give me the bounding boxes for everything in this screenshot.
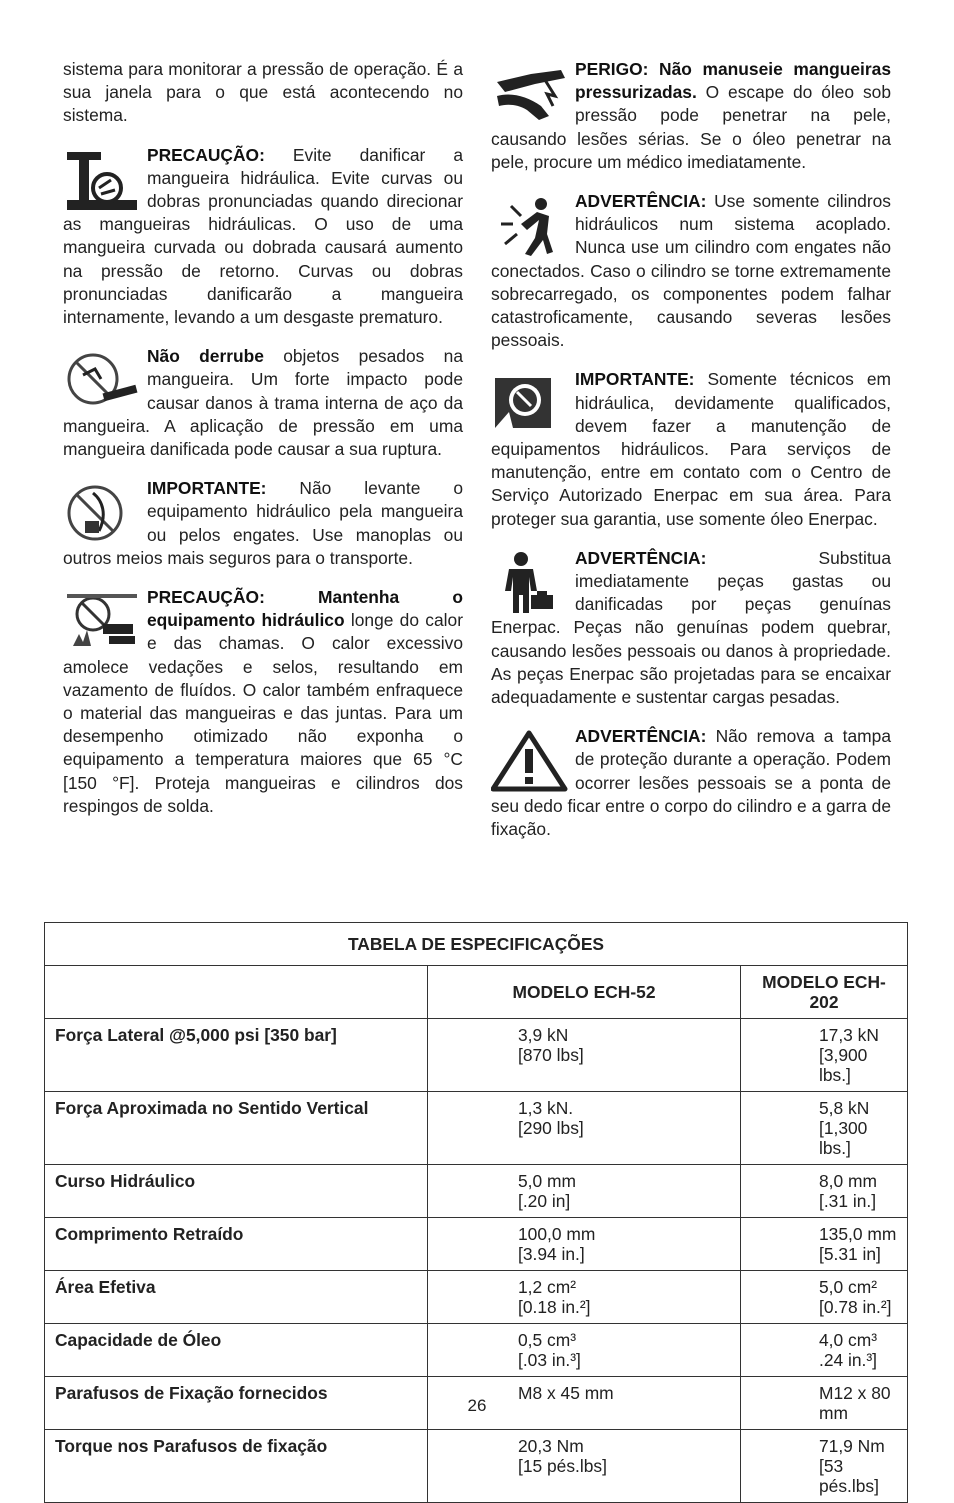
spec-value-model-1-line: 1,2 cm² bbox=[518, 1277, 576, 1297]
danger-paragraph bbox=[491, 58, 891, 174]
warning-text: Use somente cilindros hidráulicos num sistema acoplado. Nunca use um cilindro com engates não conectados. Caso o cilindro se torne extremamente sobrecarregado, os componentes podem falhar catastroficamente, causando severas lesões pessoais. bbox=[491, 191, 891, 351]
spec-value-model-1 bbox=[428, 1271, 741, 1324]
spec-value-model-2 bbox=[741, 1165, 908, 1218]
no-lift-by-hose-icon bbox=[63, 481, 141, 545]
spec-value-model-1-line: [3.94 in.] bbox=[518, 1244, 585, 1264]
spec-value-model-1 bbox=[428, 1324, 741, 1377]
spec-value-model-1-line: 5,0 mm bbox=[518, 1171, 576, 1191]
caution-heat-paragraph bbox=[63, 586, 463, 818]
page-number: 26 bbox=[467, 1396, 487, 1415]
hose-bend-icon bbox=[63, 148, 141, 212]
spec-value-model-2-line: [1,300 lbs.] bbox=[819, 1118, 868, 1158]
spec-label-line: Força Aproximada no Sentido Vertical bbox=[55, 1098, 369, 1118]
caution-heat-text: longe do calor e das chamas. O calor excessivo amolece vedações e selos, resultando em vazamento de fluídos. O calor também enfraquece o material das mangueiras e das juntas. Para um desempenho otimizado não exponha o equipamento a temperatura maiores que 65 °C [150 °F]. Proteja mangueiras e cilindros dos respingos de solda. bbox=[63, 610, 463, 816]
no-drop-text: objetos pesados na mangueira. Um forte impacto pode causar danos à trama interna de aço da mangueira. A aplicação de pressão em uma mangueira danificada pode causar a sua ruptura. bbox=[63, 346, 463, 460]
spec-label bbox=[45, 1324, 428, 1377]
spec-value-model-1-line: [290 lbs] bbox=[518, 1118, 584, 1138]
intro-paragraph: sistema para monitorar a pressão de operação. É a sua janela para o que está acontecendo no sistema. bbox=[63, 59, 463, 126]
spec-value-model-2 bbox=[741, 1218, 908, 1271]
spec-label-line: Comprimento Retraído bbox=[55, 1224, 244, 1244]
spec-label bbox=[45, 1430, 428, 1503]
warning-cylinder-paragraph bbox=[491, 190, 891, 352]
spec-label bbox=[45, 1092, 428, 1165]
caution-heat-label: PRECAUÇÃO: Mantenha o equipamento hidráulico bbox=[147, 587, 463, 631]
spec-value-model-1-line: 20,3 Nm bbox=[518, 1436, 584, 1456]
table-row bbox=[45, 1019, 908, 1092]
spec-label bbox=[45, 1218, 428, 1271]
spec-value-model-2 bbox=[741, 1324, 908, 1377]
table-row bbox=[45, 1324, 908, 1377]
spec-value-model-2 bbox=[741, 1271, 908, 1324]
important-text: Não levante o equipamento hidráulico pela mangueira ou pelos engates. Use manoplas ou outros meios mais seguros para o transporte. bbox=[63, 478, 463, 568]
right-column bbox=[491, 58, 891, 857]
spec-value-model-2-line: M12 x 80 mm bbox=[819, 1383, 891, 1423]
caution-text: Evite danificar a mangueira hidráulica. Evite curvas ou dobras pronunciadas quando direcionar as mangueiras hidráulicas. O uso de uma mangueira curvada ou dobrada causará aumento na pressão de retorno. Curvas ou dobras pronunciadas danificarão a mangueira internamente, levando a um desgaste prematuro. bbox=[63, 144, 463, 328]
spec-value-model-2-line: [53 pés.lbs] bbox=[819, 1456, 879, 1496]
spec-label-line: Parafusos de Fixação fornecidos bbox=[55, 1383, 328, 1403]
important-label: IMPORTANTE: bbox=[147, 478, 267, 499]
spec-value-model-1 bbox=[428, 1430, 741, 1503]
no-drop-label: Não derrube bbox=[147, 346, 264, 367]
spec-value-model-2 bbox=[741, 1430, 908, 1503]
spec-value-model-1-line: [0.18 in.²] bbox=[518, 1297, 591, 1317]
table-header-model-2: MODELO ECH-202 bbox=[741, 966, 908, 1019]
table-row bbox=[45, 1218, 908, 1271]
spec-value-model-2-line: [0.78 in.²] bbox=[819, 1297, 892, 1317]
spec-value-model-1 bbox=[428, 1218, 741, 1271]
table-header-blank bbox=[45, 966, 428, 1019]
caution-hose-paragraph bbox=[63, 144, 463, 330]
spec-value-model-1 bbox=[428, 1092, 741, 1165]
warning-cover-text: Não remova a tampa de proteção durante a operação. Podem ocorrer lesões pessoais se a ponta de seu dedo ficar entre o corpo do cilindro e a garra de fixação. bbox=[491, 726, 891, 840]
spec-value-model-1 bbox=[428, 1165, 741, 1218]
spec-value-model-1-line: M8 x 45 mm bbox=[518, 1383, 614, 1403]
spec-value-model-1-line: 100,0 mm bbox=[518, 1224, 596, 1244]
spec-value-model-2-line: 135,0 mm bbox=[819, 1224, 897, 1244]
table-row bbox=[45, 1165, 908, 1218]
heat-flame-icon bbox=[63, 590, 141, 654]
spec-label bbox=[45, 1165, 428, 1218]
table-title: TABELA DE ESPECIFICAÇÕES bbox=[45, 923, 908, 966]
table-row bbox=[45, 1092, 908, 1165]
spec-label-line: Torque nos Parafusos de fixação bbox=[55, 1436, 328, 1456]
spec-value-model-2-line: 8,0 mm bbox=[819, 1171, 877, 1191]
spec-label-line: Curso Hidráulico bbox=[55, 1171, 196, 1191]
warning-parts-paragraph bbox=[491, 547, 891, 709]
spec-value-model-2-line: [3,900 lbs.] bbox=[819, 1045, 868, 1085]
no-drop-paragraph bbox=[63, 345, 463, 461]
warning-cover-label: ADVERTÊNCIA: bbox=[575, 726, 707, 747]
warning-label: ADVERTÊNCIA: bbox=[575, 191, 707, 212]
table-row bbox=[45, 1271, 908, 1324]
spec-label bbox=[45, 1019, 428, 1092]
spec-value-model-1-line: 0,5 cm³ bbox=[518, 1330, 576, 1350]
left-column bbox=[63, 58, 463, 834]
table-header-row bbox=[45, 966, 908, 1019]
spec-value-model-2-line: [.31 in.] bbox=[819, 1191, 877, 1211]
spec-value-model-2 bbox=[741, 1092, 908, 1165]
worker-toolbox-icon bbox=[491, 551, 569, 615]
spec-value-model-2 bbox=[741, 1019, 908, 1092]
spec-value-model-1-line: [870 lbs] bbox=[518, 1045, 584, 1065]
warning-triangle-icon bbox=[491, 729, 569, 793]
spec-value-model-2-line: 17,3 kN bbox=[819, 1025, 879, 1045]
spec-label bbox=[45, 1271, 428, 1324]
spec-value-model-1-line: 3,9 kN bbox=[518, 1025, 569, 1045]
spec-value-model-2-line: 5,8 kN bbox=[819, 1098, 870, 1118]
warning-parts-label: ADVERTÊNCIA: bbox=[575, 547, 707, 568]
important-lift-paragraph bbox=[63, 477, 463, 570]
spec-value-model-2-line: 5,0 cm² bbox=[819, 1277, 877, 1297]
important-service-text: Somente técnicos em hidráulica, devidamente qualificados, devem fazer a manutenção de equipamentos hidráulicos. Para serviços de manutenção, entre em contato com o Centro de Serviço Autorizado Enerpac em sua área. Para proteger sua garantia, use somente óleo Enerpac. bbox=[491, 369, 891, 529]
table-header-model-1: MODELO ECH-52 bbox=[428, 966, 741, 1019]
person-impact-icon bbox=[491, 194, 569, 258]
spec-value-model-2-line: .24 in.³] bbox=[819, 1350, 877, 1370]
danger-text: O escape do óleo sob pressão pode penetrar na pele, causando lesões sérias. Se o óleo penetrar na pele, procure um médico imediatamente. bbox=[491, 82, 891, 172]
spec-value-model-2-line: 71,9 Nm bbox=[819, 1436, 885, 1456]
spec-label-line: Área Efetiva bbox=[55, 1277, 156, 1297]
warning-cover-paragraph bbox=[491, 725, 891, 841]
no-drop-objects-icon bbox=[63, 349, 141, 413]
spec-value-model-1-line: [15 pés.lbs] bbox=[518, 1456, 607, 1476]
spec-value-model-1-line: [.20 in] bbox=[518, 1191, 571, 1211]
spec-value-model-1 bbox=[428, 1019, 741, 1092]
important-service-label: IMPORTANTE: bbox=[575, 369, 695, 390]
spec-value-model-1-line: 1,3 kN. bbox=[518, 1098, 574, 1118]
table-body bbox=[45, 1019, 908, 1503]
caution-label: PRECAUÇÃO: bbox=[147, 144, 265, 165]
spec-label-line: Força Lateral @5,000 psi [350 bar] bbox=[55, 1025, 337, 1045]
spec-value-model-1-line: [.03 in.³] bbox=[518, 1350, 581, 1370]
warning-parts-text: Substitua imediatamente peças gastas ou danificadas por peças genuínas Enerpac. Peças não genuínas podem quebrar, causando lesões pessoais ou danos à propriedade. As peças Enerpac são projetadas para se encaixar adequadamente e sustentar cargas pesadas. bbox=[491, 547, 891, 708]
important-service-paragraph bbox=[491, 368, 891, 530]
pressurized-hose-danger-icon bbox=[491, 62, 569, 126]
spec-value-model-2-line: 4,0 cm³ bbox=[819, 1330, 877, 1350]
spec-value-model-2-line: [5.31 in] bbox=[819, 1244, 881, 1264]
qualified-technician-icon bbox=[491, 372, 569, 436]
spec-label-line: Capacidade de Óleo bbox=[55, 1330, 222, 1350]
table-title-row bbox=[45, 923, 908, 966]
table-row bbox=[45, 1430, 908, 1503]
danger-label: PERIGO: Não manuseie mangueiras pressurizadas. bbox=[575, 59, 891, 103]
